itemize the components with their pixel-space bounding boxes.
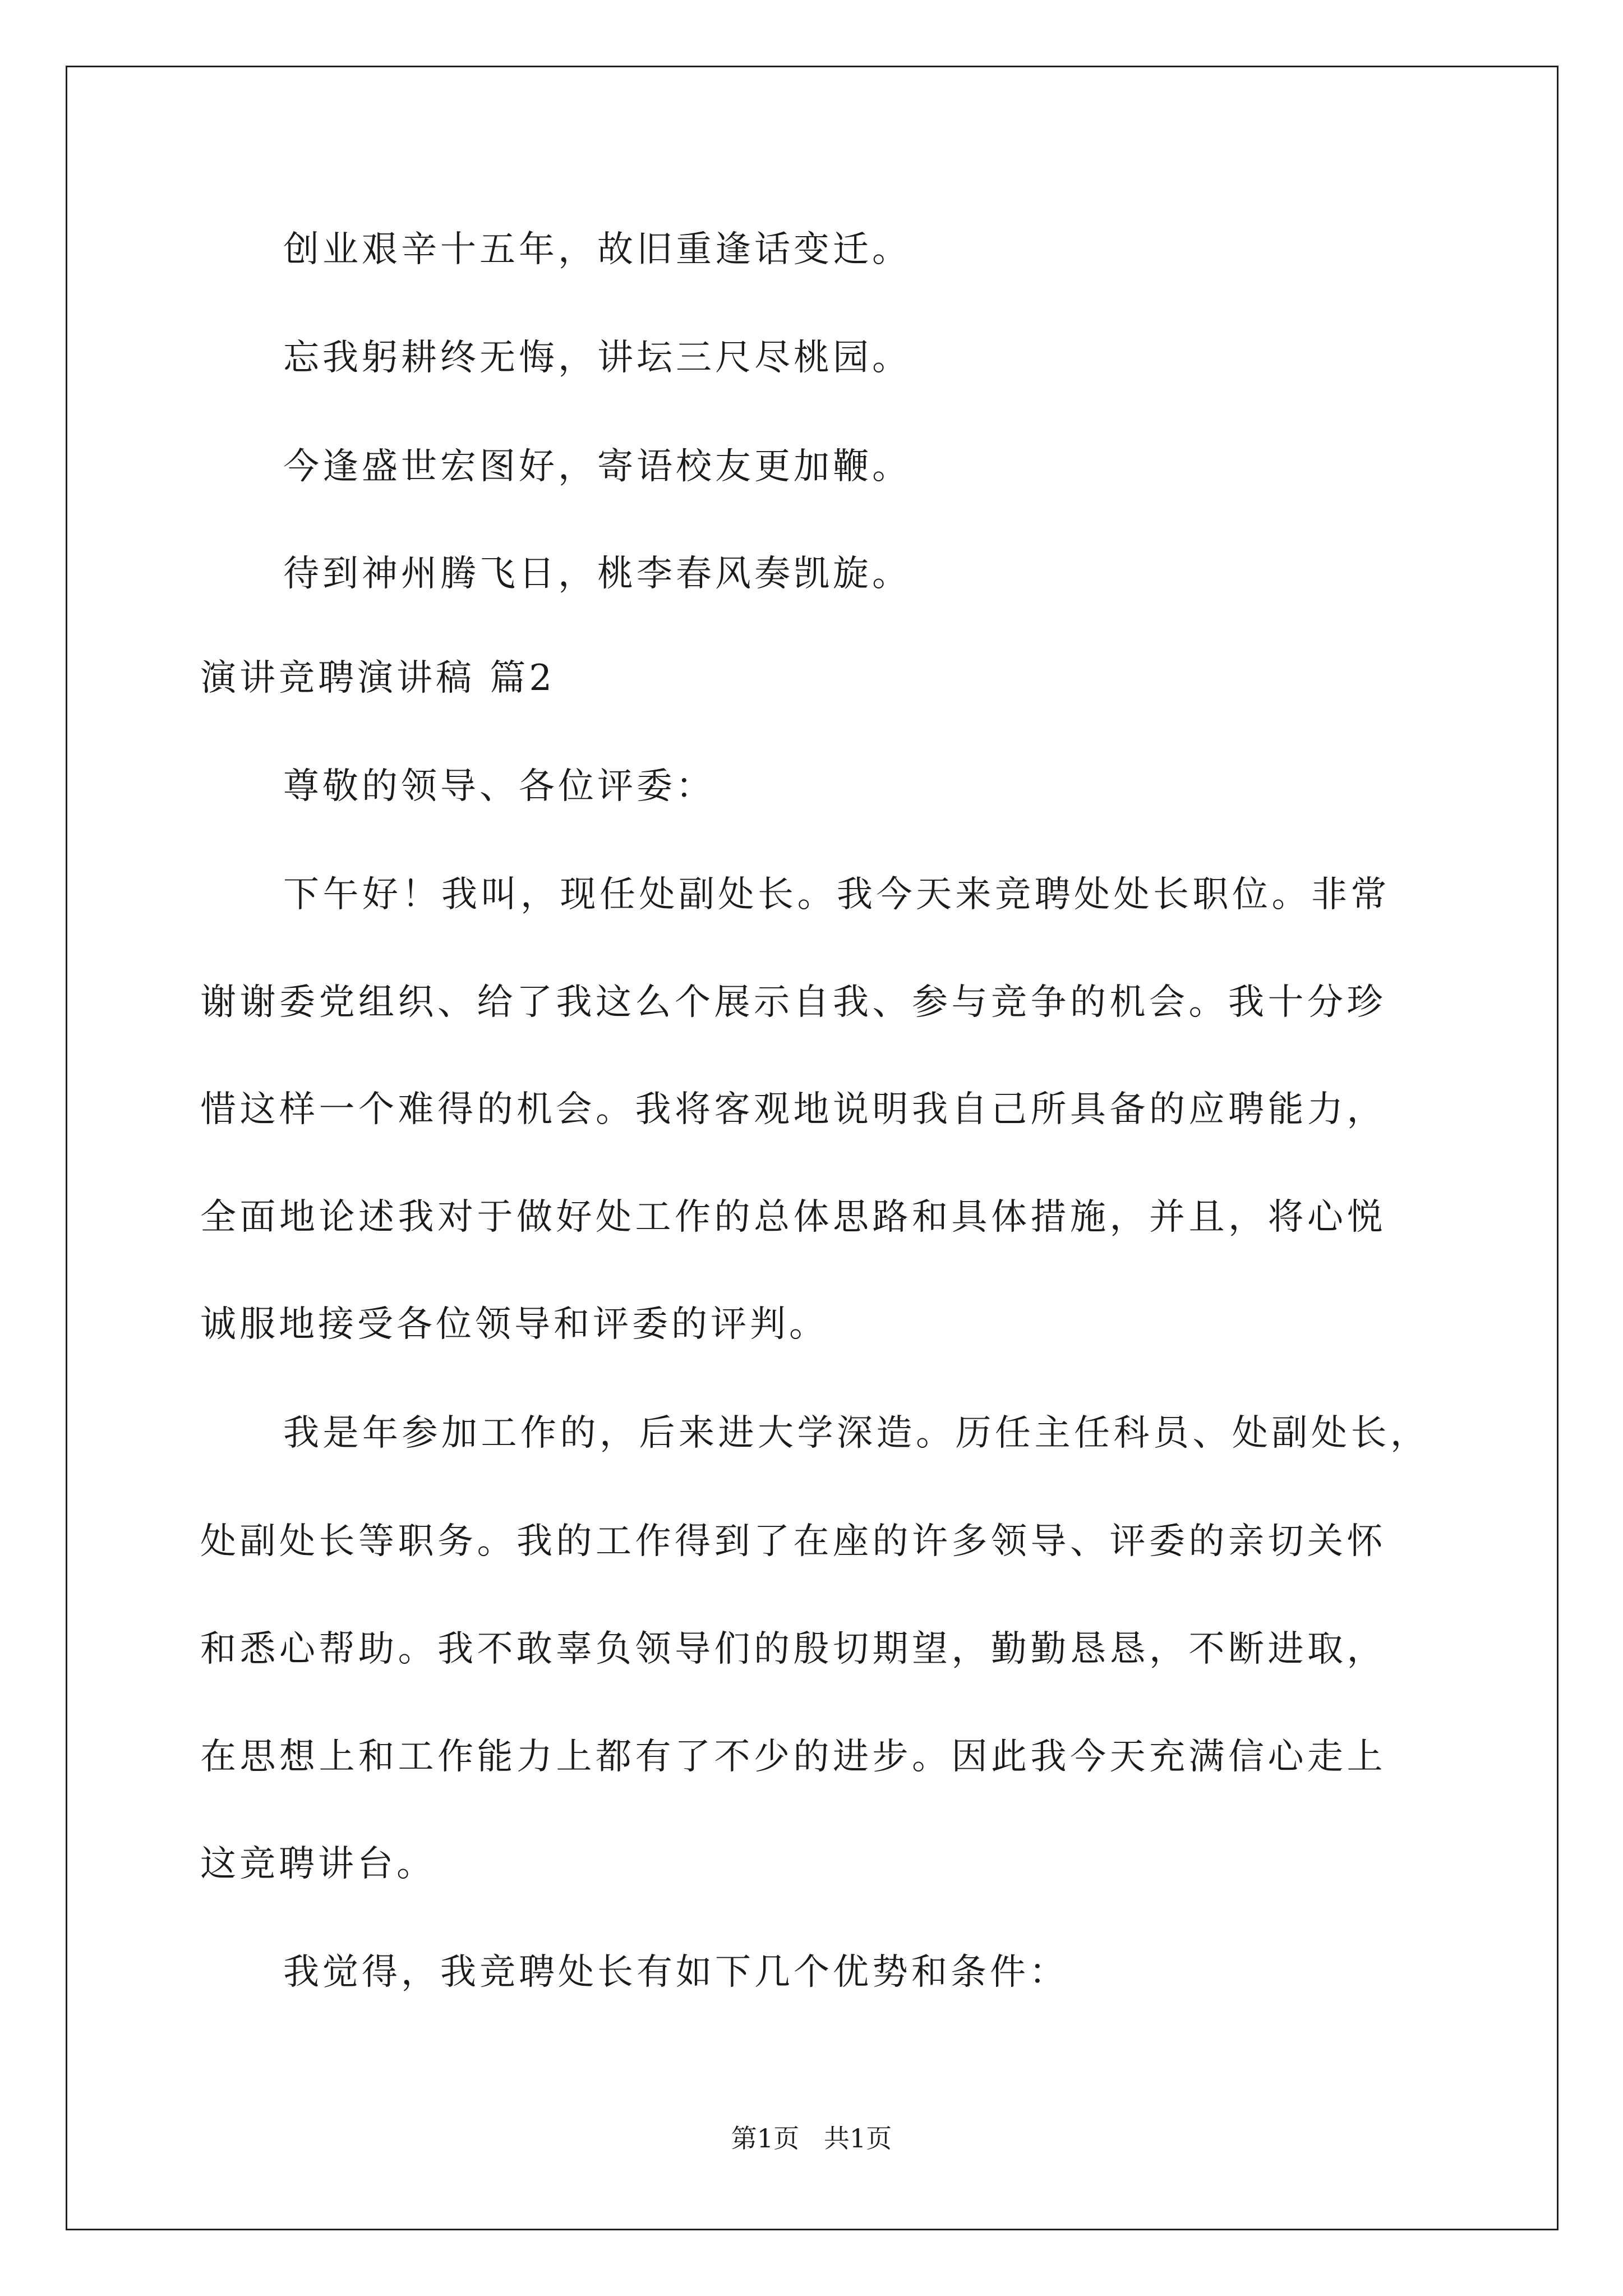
paragraph2-line-1: 我是年参加工作的，后来进大学深造。历任主任科员、处副处长， bbox=[283, 1412, 1430, 1454]
section-heading: 演讲竞聘演讲稿 篇2 bbox=[200, 657, 556, 699]
paragraph2-line-5: 这竞聘讲台。 bbox=[200, 1843, 436, 1885]
salutation: 尊敬的领导、各位评委： bbox=[283, 766, 715, 807]
paragraph1-line-2: 谢谢委党组织、给了我这么个展示自我、参与竞争的机会。我十分珍 bbox=[200, 982, 1386, 1023]
page-border bbox=[66, 66, 1559, 2230]
paragraph1-line-5: 诚服地接受各位领导和评委的评判。 bbox=[200, 1304, 828, 1345]
paragraph1-line-1: 下午好！我叫，现任处副处长。我今天来竞聘处处长职位。非常 bbox=[283, 874, 1390, 915]
paragraph1-line-4: 全面地论述我对于做好处工作的总体思路和具体措施，并且，将心悦 bbox=[200, 1197, 1386, 1238]
poem-line-4: 待到神州腾飞日，桃李春风奏凯旋。 bbox=[283, 553, 911, 595]
paragraph1-line-3: 惜这样一个难得的机会。我将客观地说明我自己所具备的应聘能力， bbox=[200, 1089, 1386, 1130]
page-footer: 第1页 共1页 bbox=[731, 2123, 892, 2154]
paragraph2-line-2: 处副处长等职务。我的工作得到了在座的许多领导、评委的亲切关怀 bbox=[200, 1521, 1386, 1562]
paragraph2-line-4: 在思想上和工作能力上都有了不少的进步。因此我今天充满信心走上 bbox=[200, 1736, 1386, 1778]
poem-line-1: 创业艰辛十五年，故旧重逢话变迁。 bbox=[283, 229, 911, 270]
poem-line-3: 今逢盛世宏图好，寄语校友更加鞭。 bbox=[283, 446, 911, 487]
poem-line-2: 忘我躬耕终无悔，讲坛三尺尽桃园。 bbox=[283, 337, 911, 379]
paragraph3-line-1: 我觉得，我竞聘处长有如下几个优势和条件： bbox=[283, 1952, 1068, 1993]
paragraph2-line-3: 和悉心帮助。我不敢辜负领导们的殷切期望，勤勤恳恳，不断进取， bbox=[200, 1628, 1386, 1670]
